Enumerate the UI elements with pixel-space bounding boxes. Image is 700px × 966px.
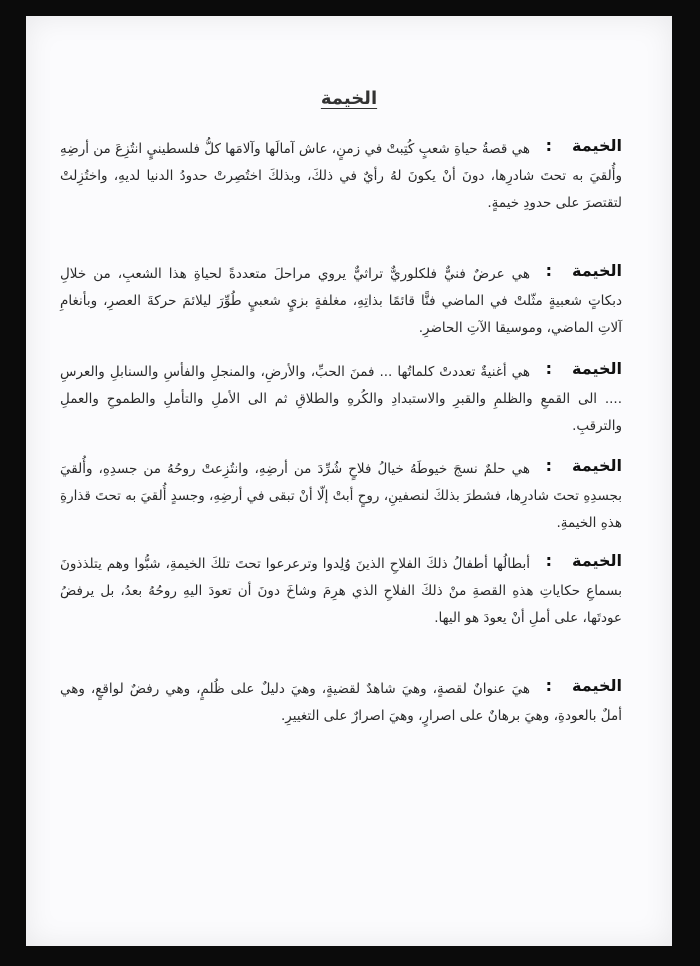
entry-label: الخيمة	[572, 676, 622, 695]
entry-label: الخيمة	[572, 456, 622, 475]
entry-colon: :	[545, 359, 552, 378]
entry-label: الخيمة	[572, 551, 622, 570]
entry-colon: :	[545, 551, 552, 570]
entry-text: هي عرضٌ فنيٌّ فلكلوريٌّ تراثيٌّ يروي مراحلَ متعددةً لحياةِ هذا الشعبِ، من خلالِ دبكاتٍ شعبيةٍ مثّلتْ في الماضي فنًّا قائمًا بذاتِهِ، مغلفةٍ بزيٍ شعبيٍ طُوِّرَ ليلائمَ حركةَ العصرِ، وبأنغامِ آلاتِ الماضي، وموسيقا الآتِ الحاضرِ.	[60, 266, 622, 336]
definition-entry	[60, 676, 622, 761]
definition-entry	[60, 261, 622, 371]
entry-colon: :	[545, 456, 552, 475]
entry-text: هيَ عنوانٌ لقصةٍ، وهيَ شاهدٌ لقضيةٍ، وهيَ دليلٌ على ظُلمٍ، وهي رفضٌ لواقعٍ، وهي أملٌ بالعودةِ، وهيَ برهانٌ على اصرارٍ، وهيَ اصرارٌ على التغييرِ.	[60, 681, 622, 724]
definition-entry	[60, 136, 622, 246]
page-title: الخيمة	[320, 88, 378, 109]
definition-entry	[60, 456, 622, 541]
entry-text: هي أغنيةٌ تعددتْ كلماتُها ... فمنَ الحبِّ، والأرضِ، والمنجلِ والفأسِ والسنابلِ والعرسِ .... الى القمعِ والظلمِ والقبرِ والاستبدادِ والكُرهِ والطلاقِ ثم الى الأملِ والتأملِ والطموحِ والعملِ والترقبِ.	[60, 364, 622, 434]
definition-entry	[60, 551, 622, 661]
document-page	[26, 16, 672, 946]
entry-label: الخيمة	[572, 136, 622, 155]
entry-colon: :	[545, 261, 552, 280]
entry-text: هي قصةُ حياةِ شعبٍ كُتِبتْ في زمنٍ، عاش آمالَها وآلامَها كلُّ فلسطينيٍ انتُزِعَ من أرضِهِ وأُلقيَ به تحتَ شادرِها، دونَ أنْ يكونَ لهُ رأيٌ في ذلكَ، وبذلكَ اختُصِرتْ حدودُ الدنيا لديهِ، واختُزِلتْ لتقتصرَ على حدودِ خيمةٍ.	[60, 141, 622, 211]
entry-colon: :	[545, 676, 552, 695]
entry-label: الخيمة	[572, 359, 622, 378]
entry-colon: :	[545, 136, 552, 155]
entry-text: هي حلمٌ نسجَ خيوطَهُ خيالُ فلاحٍ شُرِّدَ من أرضِهِ، وانتُزِعتْ روحُهُ من جسدِهِ، وأُلقيَ بجسدِهِ تحتَ شادرِها، فشطرَ بذلكَ لنصفينِ، روحٍ أبتْ إلّا أنْ تبقى في أرضِهِ، وجسدٍ أُلقيَ به تحتَ قذارةِ هذهِ الخيمةِ.	[60, 461, 622, 531]
entry-text: أبطالُها أطفالُ ذلكَ الفلاحِ الذينَ وُلِدوا وترعرعوا تحتَ تلكَ الخيمةِ، شبُّوا وهم يتلذذونَ بسماعِ حكاياتِ هذهِ القصةِ منْ ذلكَ الفلاحِ الذي هرِمَ وشاخَ دونَ أن تعودَ اليهِ روحُهُ بعدُ، بل يرفضُ عودتَها، على أملِ أنْ يعودَ هو اليها.	[60, 556, 622, 626]
entry-label: الخيمة	[572, 261, 622, 280]
definition-entry	[60, 359, 622, 444]
